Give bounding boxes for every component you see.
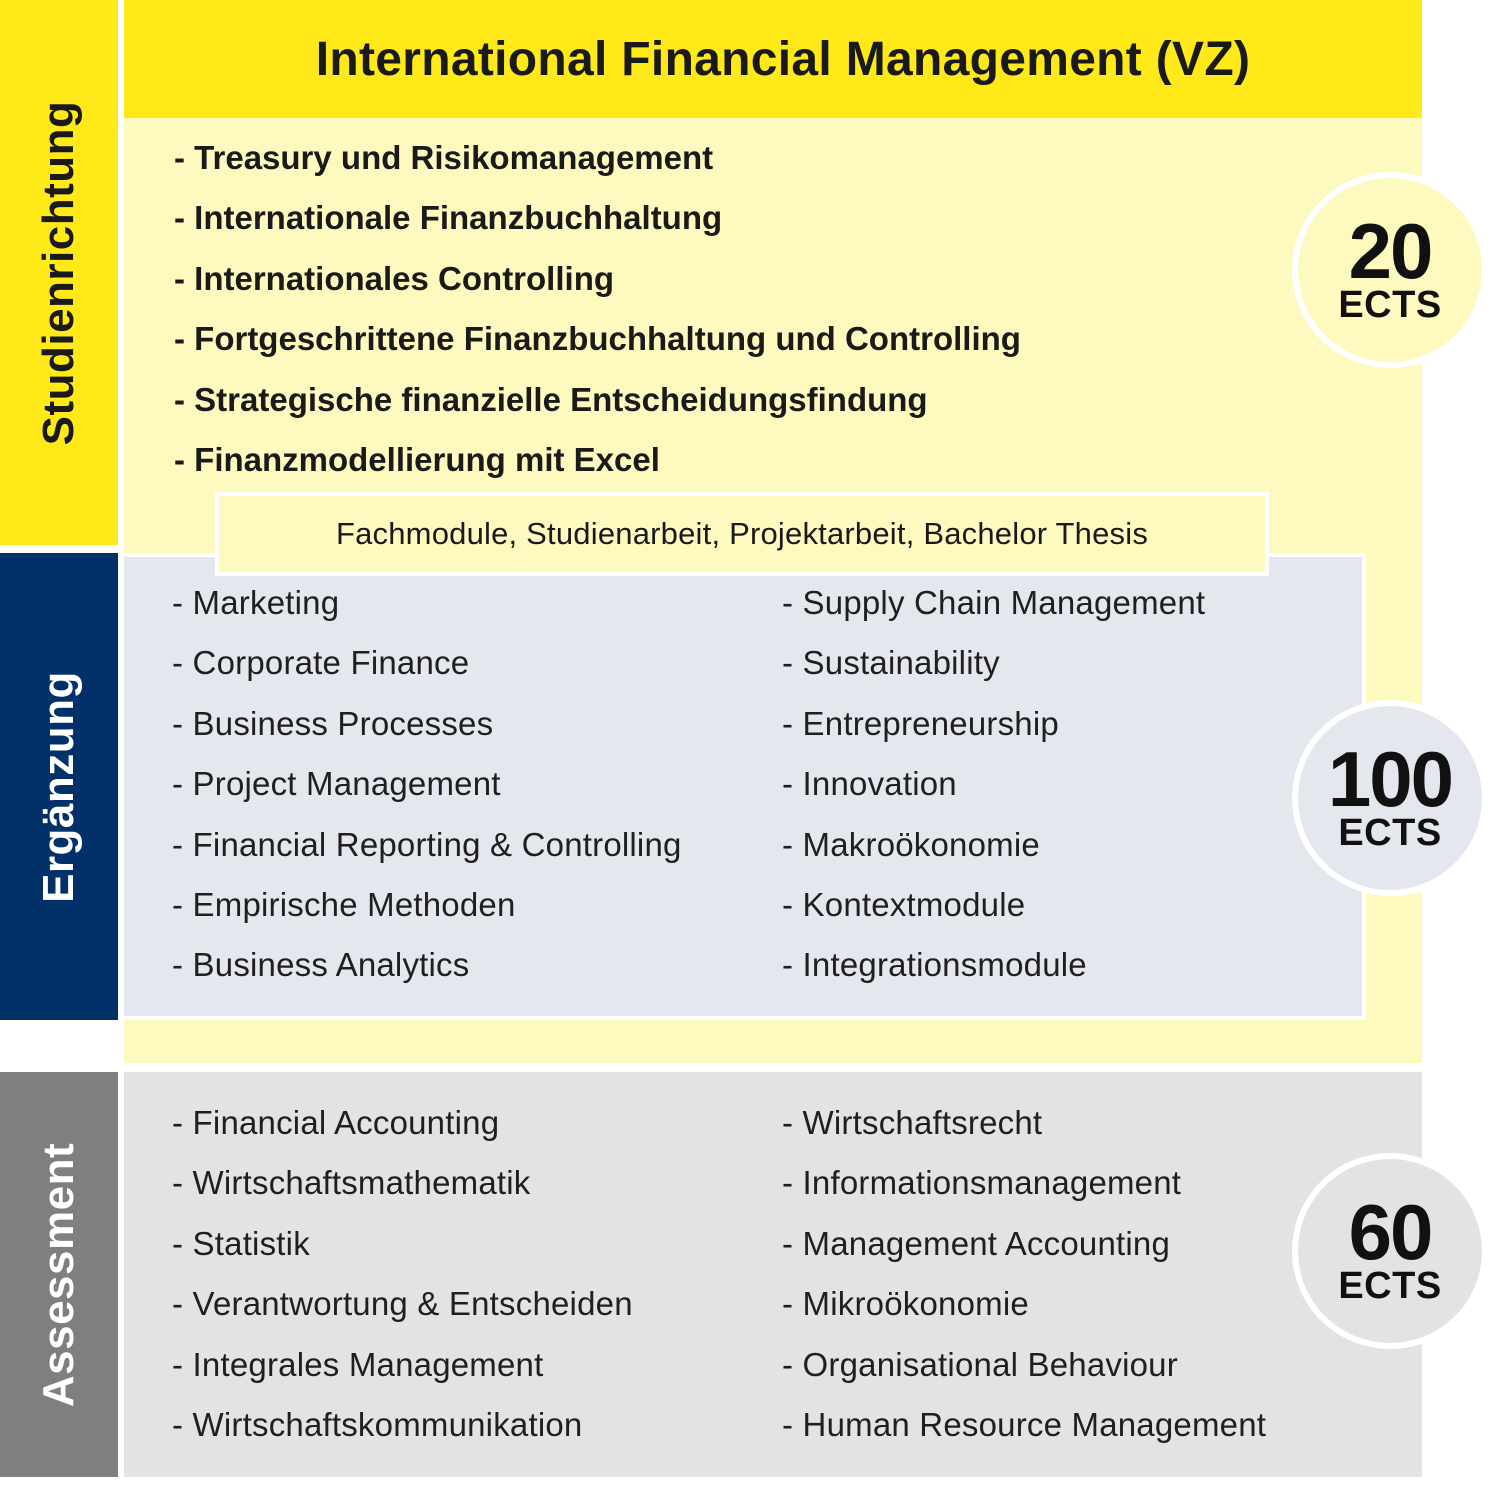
ergaenzung-label: Ergänzung: [34, 670, 83, 903]
list-item: - Informationsmanagement: [782, 1164, 1182, 1202]
list-item: - Verantwortung & Entscheiden: [172, 1285, 633, 1323]
ects-unit: ECTS: [1338, 1265, 1442, 1307]
list-item: - Innovation: [782, 765, 957, 803]
list-item: - Supply Chain Management: [782, 584, 1206, 621]
side-label-assessment: [0, 1072, 118, 1477]
list-item: - Kontextmodule: [782, 885, 1026, 923]
ects-value: 20: [1348, 207, 1432, 295]
ergaenzung-list-right: [782, 573, 1205, 996]
title-bar: [124, 0, 1422, 118]
ects-unit: ECTS: [1338, 284, 1442, 326]
list-item: - Wirtschaftsmathematik: [172, 1164, 531, 1202]
list-item: - Wirtschaftsrecht: [782, 1104, 1043, 1141]
list-item: - Statistik: [172, 1224, 310, 1262]
assessment-label: Assessment: [34, 1142, 83, 1407]
ects-value: 60: [1348, 1188, 1432, 1276]
fachmodule-box: [215, 492, 1269, 576]
side-label-ergaenzung: [0, 553, 118, 1020]
list-item: - Treasury und Risikomanagement: [174, 139, 714, 176]
list-item: - Sustainability: [782, 644, 1000, 682]
list-item: - Mikroökonomie: [782, 1285, 1029, 1323]
ergaenzung-list-left: [172, 573, 682, 996]
list-item: - Business Analytics: [172, 946, 470, 984]
list-item: - Empirische Methoden: [172, 885, 516, 923]
list-item: - Finanzmodellierung mit Excel: [174, 440, 660, 478]
list-item: - Project Management: [172, 765, 501, 803]
assessment-list-left: [172, 1093, 633, 1455]
list-item: - Strategische finanzielle Entscheidungsfindung: [174, 380, 928, 418]
list-item: - Business Processes: [172, 704, 494, 742]
list-item: - Wirtschaftskommunikation: [172, 1405, 583, 1443]
list-item: - Entrepreneurship: [782, 704, 1059, 742]
page-title: International Financial Management (VZ): [315, 32, 1251, 86]
list-item: - Internationale Finanzbuchhaltung: [174, 199, 723, 237]
list-item: - Marketing: [172, 584, 340, 621]
ects-badge-ergaenzung: [1292, 700, 1488, 896]
ects-badge-assessment: [1292, 1153, 1488, 1349]
list-item: - Corporate Finance: [172, 644, 470, 682]
list-item: - Internationales Controlling: [174, 259, 615, 297]
studienrichtung-list: [174, 128, 1021, 490]
list-item: - Fortgeschrittene Finanzbuchhaltung und Controlling: [174, 320, 1021, 358]
list-item: - Management Accounting: [782, 1224, 1170, 1262]
list-item: - Human Resource Management: [782, 1405, 1267, 1443]
assessment-list-right: [782, 1093, 1266, 1455]
ects-value: 100: [1327, 735, 1453, 823]
ects-badge-studienrichtung: [1292, 172, 1488, 368]
list-item: - Integrationsmodule: [782, 946, 1087, 984]
fachmodule-text: Fachmodule, Studienarbeit, Projektarbeit, Bachelor Thesis: [335, 516, 1149, 551]
list-item: - Organisational Behaviour: [782, 1345, 1178, 1383]
list-item: - Financial Reporting & Controlling: [172, 825, 682, 863]
list-item: - Makroökonomie: [782, 825, 1040, 863]
list-item: - Financial Accounting: [172, 1104, 500, 1141]
side-label-studienrichtung: [0, 0, 118, 545]
ects-unit: ECTS: [1338, 812, 1442, 854]
list-item: - Integrales Management: [172, 1345, 544, 1383]
studienrichtung-label: Studienrichtung: [34, 100, 83, 445]
